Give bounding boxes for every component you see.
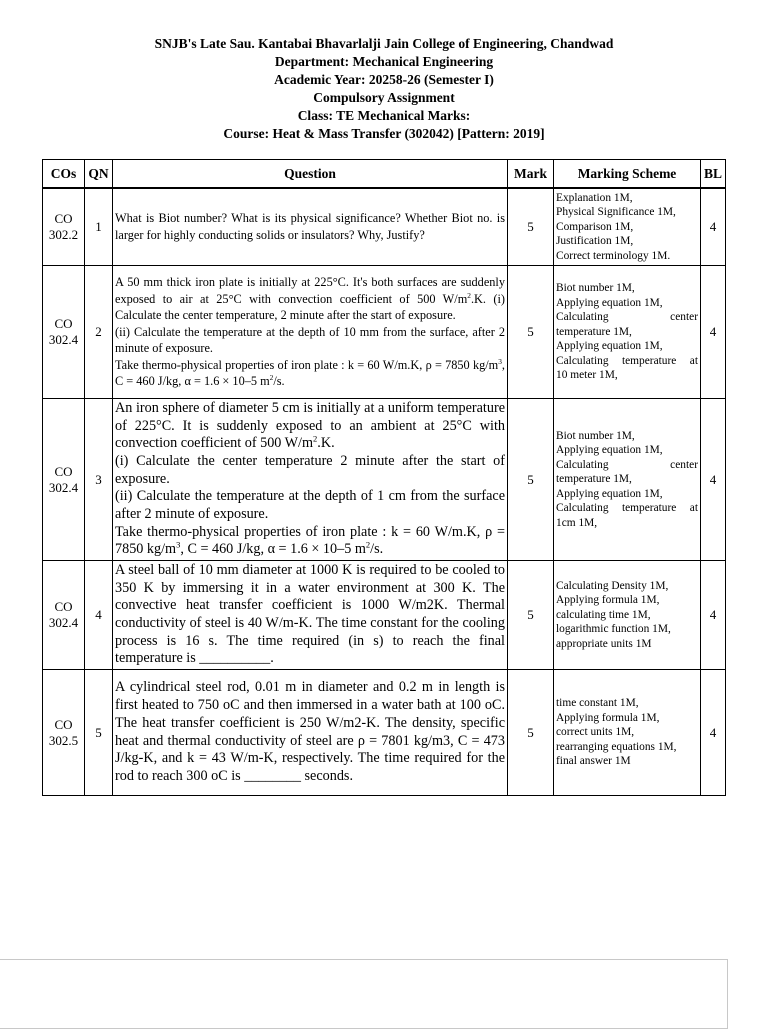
- qn-cell: 1: [85, 188, 113, 266]
- marking-scheme-item: logarithmic function 1M,: [556, 623, 671, 636]
- mark-cell: 5: [508, 561, 554, 670]
- superscript: 3: [176, 539, 181, 550]
- marking-scheme-list: [556, 429, 698, 531]
- qn-cell: 4: [85, 561, 113, 670]
- qn-cell: 2: [85, 266, 113, 399]
- marking-scheme-item: Applying equation 1M,: [556, 444, 663, 457]
- marking-scheme-item: Biot number 1M,: [556, 282, 635, 295]
- table-row: [43, 399, 726, 561]
- qn-cell: 5: [85, 670, 113, 796]
- marking-scheme-item: 1cm 1M,: [556, 516, 598, 529]
- marking-scheme-list: [556, 696, 698, 769]
- marking-scheme-cell: [554, 399, 701, 561]
- next-page-edge: [0, 959, 728, 1029]
- column-header-question: Question: [113, 160, 508, 189]
- co-cell: CO 302.4: [43, 266, 85, 399]
- marking-scheme-cell: [554, 188, 701, 266]
- marking-scheme-item: Physical Significance 1M,: [556, 206, 676, 219]
- marking-scheme-item: Applying formula 1M,: [556, 711, 660, 724]
- marking-scheme-item: calculating time 1M,: [556, 608, 651, 621]
- marking-scheme-item: temperature 1M,: [556, 473, 632, 486]
- co-cell: CO 302.5: [43, 670, 85, 796]
- mark-cell: 5: [508, 266, 554, 399]
- mark-cell: 5: [508, 188, 554, 266]
- marking-scheme-item: Comparison 1M,: [556, 220, 634, 233]
- question-cell: A steel ball of 10 mm diameter at 1000 K is required to be cooled to 350 K by immersing it in a water environment at 300 K. The convective heat transfer coefficient is 1000 W/m2K. Thermal conductivity of steel is 40 W/m-K. The time constant for the cooling process is 16 s. The time required (in s) to reach the final temperature is __________.: [113, 561, 508, 670]
- question-cell: A 50 mm thick iron plate is initially at 225°C. It's both surfaces are suddenly exposed to air at 25°C with convection coefficient of 500 $W/m^2.K$. (i) Calculate the center temperature, 2 minute after the start of exposure. (ii) Calculate the temperature at the depth of 10 mm from the surface, after 2 minute of exposure. Take thermo-physical properties of iron plate : k = 60 W/m.K, ρ = 7850 $kg/m^3$, C = 460 J/kg, α = 1.6 × 10–5 $m^2/s$.: [113, 266, 508, 399]
- marking-scheme-list: [556, 579, 698, 652]
- bl-cell: 4: [701, 399, 726, 561]
- marking-scheme-item: Calculating center: [556, 458, 698, 471]
- marking-scheme-cell: [554, 670, 701, 796]
- marking-scheme-cell: [554, 266, 701, 399]
- document-header: [0, 35, 768, 143]
- marking-scheme-item: final answer 1M: [556, 755, 631, 768]
- mark-cell: 5: [508, 670, 554, 796]
- superscript: 2: [467, 290, 471, 300]
- column-header-cos: COs: [43, 160, 85, 189]
- question-cell: A cylindrical steel rod, 0.01 m in diameter and 0.2 m in length is first heated to 750 oC and then immersed in a water bath at 100 oC. The heat transfer coefficient is 250 W/m2-K. The density, specific heat and thermal conductivity of steel are ρ = 7801 kg/m3, C = 473 J/kg-K, and k = 43 W/m-K, respectively. The time required for the rod to reach 300 oC is ________ seconds.: [113, 670, 508, 796]
- co-cell: CO 302.4: [43, 399, 85, 561]
- table-row: [43, 188, 726, 266]
- co-cell: CO 302.2: [43, 188, 85, 266]
- bl-cell: 4: [701, 670, 726, 796]
- superscript: 2: [313, 433, 318, 444]
- marking-scheme-list: [556, 191, 698, 264]
- marking-scheme-item: 10 meter 1M,: [556, 369, 618, 382]
- marking-scheme-item: time constant 1M,: [556, 697, 639, 710]
- column-header-marking-scheme: Marking Scheme: [554, 160, 701, 189]
- marking-scheme-item: Correct terminology 1M.: [556, 249, 671, 262]
- college-name: SNJB's Late Sau. Kantabai Bhavarlalji Jain College of Engineering, Chandwad: [154, 36, 614, 51]
- marking-scheme-item: rearranging equations 1M,: [556, 740, 677, 753]
- marking-scheme-item: Calculating center: [556, 311, 698, 324]
- department-line: Department: Mechanical Engineering: [274, 54, 494, 69]
- marking-scheme-item: Applying equation 1M,: [556, 340, 663, 353]
- table-row: [43, 266, 726, 399]
- marking-scheme-item: Calculating temperature at: [556, 354, 698, 367]
- marking-scheme-item: Biot number 1M,: [556, 429, 635, 442]
- superscript: 2: [365, 539, 371, 550]
- course-line: Course: Heat & Mass Transfer (302042) [Pattern: 2019]: [223, 126, 545, 141]
- marking-scheme-item: Explanation 1M,: [556, 191, 633, 204]
- table-row: [43, 561, 726, 670]
- marking-scheme-item: Applying equation 1M,: [556, 487, 663, 500]
- superscript: 2: [269, 373, 274, 383]
- marking-scheme-item: Calculating temperature at: [556, 502, 698, 515]
- academic-year-line: Academic Year: 20258-26 (Semester I): [274, 72, 494, 87]
- column-header-qn: QN: [85, 160, 113, 189]
- document-title: Compulsory Assignment: [313, 90, 455, 105]
- class-line: Class: TE Mechanical Marks:: [297, 108, 471, 123]
- marking-scheme-item: Applying equation 1M,: [556, 296, 663, 309]
- table-header-row: [43, 160, 726, 189]
- superscript: 3: [498, 356, 502, 366]
- co-cell: CO 302.4: [43, 561, 85, 670]
- marking-scheme-item: temperature 1M,: [556, 325, 632, 338]
- marking-scheme-item: correct units 1M,: [556, 726, 635, 739]
- mark-cell: 5: [508, 399, 554, 561]
- marking-scheme-item: Calculating Density 1M,: [556, 579, 669, 592]
- column-header-mark: Mark: [508, 160, 554, 189]
- bl-cell: 4: [701, 561, 726, 670]
- marking-scheme-list: [556, 281, 698, 383]
- marking-scheme-item: Applying formula 1M,: [556, 594, 660, 607]
- marking-scheme-cell: [554, 561, 701, 670]
- bl-cell: 4: [701, 266, 726, 399]
- assignment-table: [42, 159, 726, 796]
- marking-scheme-item: Justification 1M,: [556, 235, 634, 248]
- table-row: [43, 670, 726, 796]
- question-cell: An iron sphere of diameter 5 cm is initially at a uniform temperature of 225°C. It is suddenly exposed to an ambient at 25°C with convection coefficient of 500 $W/m^2.K$. (i) Calculate the center temperature 2 minute after the start of exposure. (ii) Calculate the temperature at the depth of 1 cm from the surface after 2 minute of exposure. Take thermo-physical properties of iron plate : k = 60 W/m.K, ρ = 7850 $kg/m^3$, C = 460 J/kg, α = 1.6 × 10–5 $m^2/s$.: [113, 399, 508, 561]
- column-header-bl: BL: [701, 160, 726, 189]
- qn-cell: 3: [85, 399, 113, 561]
- marking-scheme-item: appropriate units 1M: [556, 637, 652, 650]
- bl-cell: 4: [701, 188, 726, 266]
- question-cell: What is Biot number? What is its physical significance? Whether Biot no. is larger for highly conducting solids or insulators? Why, Justify?: [113, 188, 508, 266]
